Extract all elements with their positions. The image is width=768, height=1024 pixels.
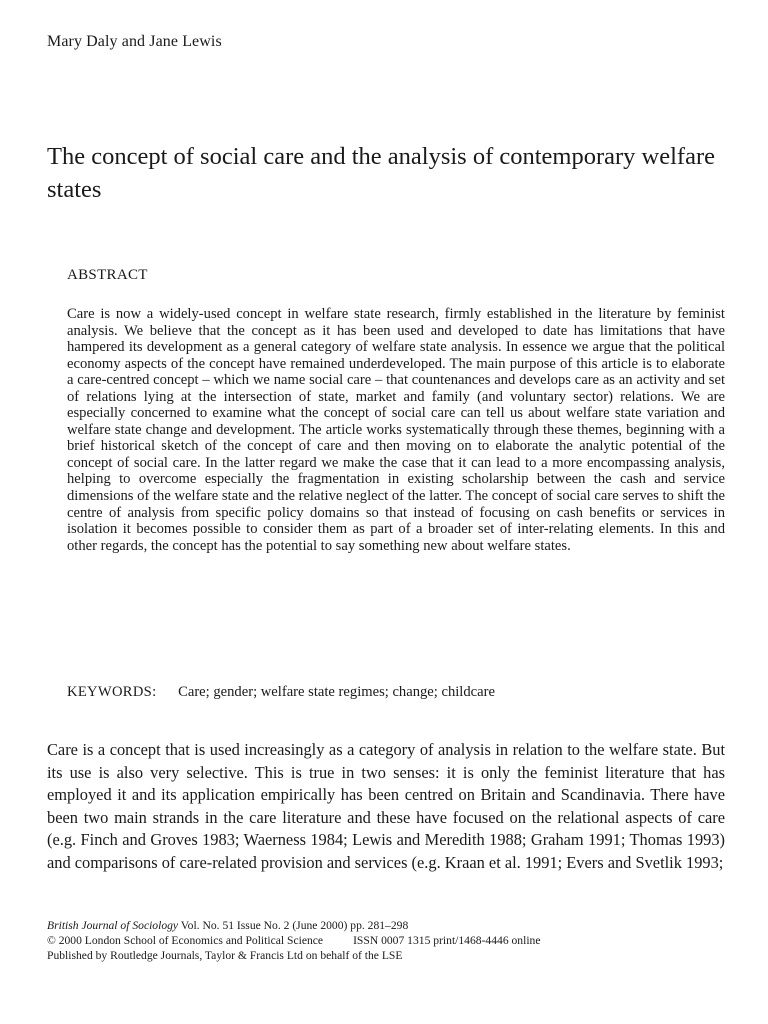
copyright-notice: © 2000 London School of Economics and Political Science bbox=[47, 934, 324, 947]
abstract-heading: ABSTRACT bbox=[67, 267, 148, 283]
footer-citation-line bbox=[47, 918, 541, 933]
abstract-text: Care is now a widely-used concept in welfare state research, firmly established in the literature by feminist analysis. We believe that the concept as it has been used and developed to date has limitations that have hampered its development as a general category of welfare state analysis. In essence we argue that the political economy aspects of the concept have remained underdeveloped. The main purpose of this article is to elaborate a care-centred concept – which we name social care – that countenances and develops care as an activity and set of relations lying at the intersection of state, market and family (and voluntary sector) relations. We are especially concerned to examine what the concept of social care can tell us about welfare state variation and welfare state change and development. The article works systematically through these themes, beginning with a brief historical sketch of the concept of care and then moving on to elaborate the analytic potential of the concept of social care. In the latter regard we make the case that it can lead to a more encompassing analysis, helping to overcome especially the fragmentation in existing scholarship between the cash and service dimensions of the welfare state and the relative neglect of the latter. The concept of social care serves to shift the centre of analysis from specific policy domains so that instead of focusing on cash benefits or services in isolation it becomes possible to consider them as part of a broader set of inter-relating elements. In this and other regards, the concept has the potential to say something new about welfare states. bbox=[67, 306, 725, 554]
page-footer bbox=[47, 918, 541, 963]
footer-copyright-line bbox=[47, 933, 541, 948]
body-paragraph: Care is a concept that is used increasingly as a category of analysis in relation to the welfare state. But its use is also very selective. This is true in two senses: it is only the feminist literature that has employed it and its application empirically has been centred on Britain and Scandinavia. There have been two main strands in the care literature and these have focused on the relational aspects of care (e.g. Finch and Groves 1983; Waerness 1984; Lewis and Meredith 1988; Graham 1991; Thomas 1993) and comparisons of care-related provision and services (e.g. Kraan et al. 1991; Evers and Svetlik 1993; bbox=[47, 740, 725, 872]
journal-citation: Vol. No. 51 Issue No. 2 (June 2000) pp. 281–298 bbox=[180, 919, 409, 932]
author-names: Mary Daly and Jane Lewis bbox=[47, 33, 222, 50]
article-title: The concept of social care and the analysis of contemporary welfare states bbox=[47, 143, 715, 203]
journal-name: British Journal of Sociology bbox=[47, 919, 179, 932]
publisher-line: Published by Routledge Journals, Taylor & Francis Ltd on behalf of the LSE bbox=[47, 949, 403, 962]
issn-number: ISSN 0007 1315 print/1468-4446 online bbox=[353, 934, 541, 947]
keywords-line bbox=[67, 684, 495, 701]
keywords-list: Care; gender; welfare state regimes; change; childcare bbox=[178, 684, 495, 700]
keywords-label: KEYWORDS: bbox=[67, 684, 157, 700]
